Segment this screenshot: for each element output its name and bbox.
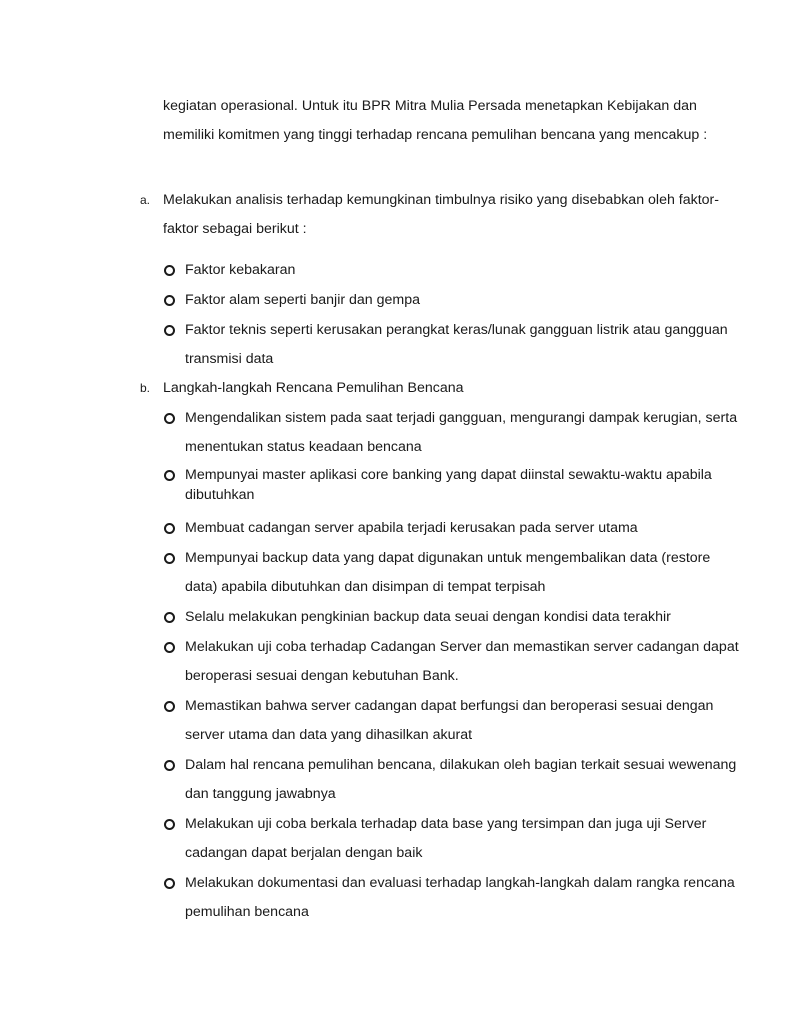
circle-bullet-icon (164, 819, 175, 830)
list-item-line: Faktor teknis seperti kerusakan perangkat keras/lunak gangguan listrik atau gangguan (185, 322, 728, 338)
circle-bullet-icon (164, 523, 175, 534)
section-b-list (140, 404, 740, 927)
list-item (140, 514, 740, 543)
list-item-line: transmisi data (185, 351, 274, 367)
circle-bullet-icon (164, 760, 175, 771)
list-item-line: dan tanggung jawabnya (185, 786, 336, 802)
list-item (140, 316, 740, 374)
list-item (140, 633, 740, 691)
list-item-line: Faktor kebakaran (185, 262, 296, 278)
section-a (140, 186, 740, 374)
list-item (140, 286, 740, 315)
list-item-line: cadangan dapat berjalan dengan baik (185, 845, 423, 861)
list-item (140, 544, 740, 602)
circle-bullet-icon (164, 612, 175, 623)
circle-bullet-icon (164, 553, 175, 564)
intro-line: kegiatan operasional. Untuk itu BPR Mitra Mulia Persada menetapkan Kebijakan dan (163, 98, 697, 114)
list-marker: a. (140, 193, 151, 207)
circle-bullet-icon (164, 325, 175, 336)
list-item-line: Melakukan uji coba berkala terhadap data base yang tersimpan dan juga uji Server (185, 816, 707, 832)
list-item-line: Mempunyai backup data yang dapat digunakan untuk mengembalikan data (restore (185, 550, 711, 566)
list-item-line: menentukan status keadaan bencana (185, 439, 422, 455)
list-item-line: beroperasi sesuai dengan kebutuhan Bank. (185, 668, 459, 684)
section-b-heading (140, 374, 740, 403)
list-item (140, 692, 740, 750)
list-item-line: Memastikan bahwa server cadangan dapat berfungsi dan beroperasi sesuai dengan (185, 698, 714, 714)
list-item (140, 869, 740, 927)
section-b (140, 374, 740, 927)
section-a-heading (140, 186, 740, 244)
list-item (140, 603, 740, 632)
intro-paragraph (163, 92, 753, 150)
list-item-line: Melakukan dokumentasi dan evaluasi terhadap langkah-langkah dalam rangka rencana (185, 875, 735, 891)
list-item-line: Faktor alam seperti banjir dan gempa (185, 292, 421, 308)
list-item-line: Selalu melakukan pengkinian backup data seuai dengan kondisi data terakhir (185, 609, 671, 625)
list-item-line: server utama dan data yang dihasilkan akurat (185, 727, 473, 743)
circle-bullet-icon (164, 878, 175, 889)
circle-bullet-icon (164, 701, 175, 712)
heading-line: Melakukan analisis terhadap kemungkinan timbulnya risiko yang disebabkan oleh faktor- (163, 192, 719, 208)
section-a-list (140, 256, 740, 374)
list-item (140, 404, 740, 462)
list-item-line: Mengendalikan sistem pada saat terjadi gangguan, mengurangi dampak kerugian, serta (185, 410, 738, 426)
circle-bullet-icon (164, 470, 175, 481)
heading-line: faktor sebagai berikut : (163, 221, 307, 237)
list-marker: b. (140, 381, 151, 395)
circle-bullet-icon (164, 642, 175, 653)
circle-bullet-icon (164, 295, 175, 306)
list-item (140, 751, 740, 809)
list-item-line: Membuat cadangan server apabila terjadi kerusakan pada server utama (185, 520, 638, 536)
list-item-line: Mempunyai master aplikasi core banking yang dapat diinstal sewaktu-waktu apabila (185, 467, 712, 483)
list-item-line: dibutuhkan (185, 487, 255, 503)
list-item (140, 465, 740, 505)
list-item (140, 810, 740, 868)
heading-line: Langkah-langkah Rencana Pemulihan Bencana (163, 380, 464, 396)
list-item-line: pemulihan bencana (185, 904, 309, 920)
list-item-line: Melakukan uji coba terhadap Cadangan Server dan memastikan server cadangan dapat (185, 639, 739, 655)
list-item-line: data) apabila dibutuhkan dan disimpan di tempat terpisah (185, 579, 546, 595)
list-item (140, 256, 740, 285)
list-item-line: Dalam hal rencana pemulihan bencana, dilakukan oleh bagian terkait sesuai wewenang (185, 757, 737, 773)
intro-line: memiliki komitmen yang tinggi terhadap rencana pemulihan bencana yang mencakup : (163, 127, 708, 143)
circle-bullet-icon (164, 413, 175, 424)
circle-bullet-icon (164, 265, 175, 276)
